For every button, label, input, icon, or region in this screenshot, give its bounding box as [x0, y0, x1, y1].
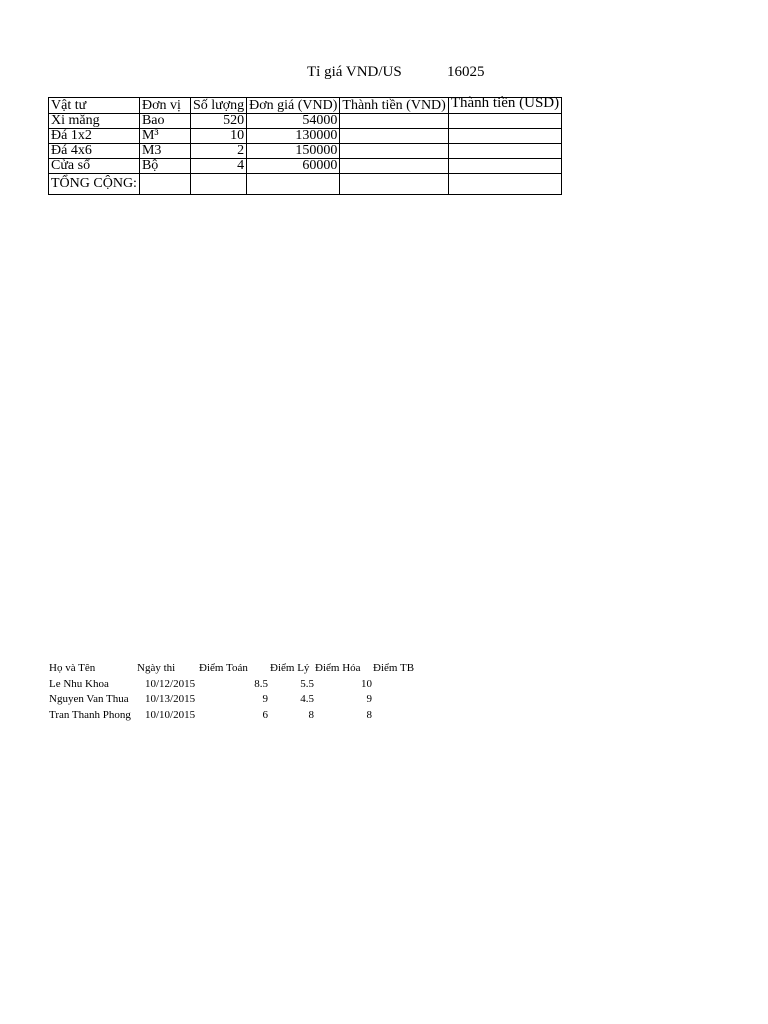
score-cell-math[interactable]: 6	[262, 709, 268, 721]
materials-header-row	[49, 98, 562, 114]
scores-header-date[interactable]: Ngày thi	[137, 662, 176, 674]
cell-amount-usd[interactable]	[448, 159, 561, 174]
cell-amount-usd[interactable]	[448, 114, 561, 129]
score-cell-date[interactable]: 10/13/2015	[145, 693, 196, 705]
header-cell-amount-usd-text: Thành tiền (USD)	[450, 95, 560, 111]
total-label-cell[interactable]	[49, 174, 140, 195]
header-cell-amount-vnd[interactable]: Thành tiền (VND)	[340, 98, 448, 114]
cell-qty[interactable]: 4	[190, 159, 246, 174]
cell-amount-vnd[interactable]	[340, 114, 448, 129]
cell-qty[interactable]: 2	[190, 144, 246, 159]
exchange-rate-value: 16025	[447, 64, 485, 80]
scores-header-avg[interactable]: Điểm TB	[373, 662, 415, 674]
score-cell-math[interactable]: 9	[262, 693, 268, 705]
total-cell-unit[interactable]	[139, 174, 190, 195]
table-row	[49, 144, 562, 159]
score-cell-name[interactable]: Nguyen Van Thua	[49, 693, 129, 705]
table-row	[49, 114, 562, 129]
total-cell-amount-usd[interactable]	[448, 174, 561, 195]
total-row	[49, 174, 562, 195]
header-cell-qty[interactable]: Số lượng	[190, 98, 246, 114]
exchange-rate-label: Tỉ giá VND/US	[307, 64, 402, 80]
cell-qty[interactable]: 10	[190, 129, 246, 144]
cell-price[interactable]: 150000	[247, 144, 340, 159]
score-cell-chem[interactable]: 9	[366, 693, 372, 705]
table-row	[49, 129, 562, 144]
score-cell-name[interactable]: Le Nhu Khoa	[49, 678, 109, 690]
cell-amount-usd[interactable]	[448, 144, 561, 159]
cell-unit[interactable]: M3	[139, 144, 190, 159]
score-cell-date[interactable]: 10/10/2015	[145, 709, 196, 721]
cell-unit[interactable]: M³	[139, 129, 190, 144]
score-cell-physics[interactable]: 8	[308, 709, 314, 721]
cell-amount-vnd[interactable]	[340, 129, 448, 144]
score-cell-chem[interactable]: 10	[361, 678, 372, 690]
header-cell-item[interactable]: Vật tư	[49, 98, 140, 114]
total-cell-amount-vnd[interactable]	[340, 174, 448, 195]
cell-price[interactable]: 54000	[247, 114, 340, 129]
cell-qty[interactable]: 520	[190, 114, 246, 129]
cell-unit[interactable]: Bao	[139, 114, 190, 129]
cell-amount-usd[interactable]	[448, 129, 561, 144]
cell-item[interactable]: Đá 4x6	[49, 144, 140, 159]
total-cell-qty[interactable]	[190, 174, 246, 195]
total-label: TỔNG CỘNG:	[51, 176, 137, 191]
score-cell-chem[interactable]: 8	[366, 709, 372, 721]
score-cell-name[interactable]: Tran Thanh Phong	[49, 709, 131, 721]
cell-price[interactable]: 60000	[247, 159, 340, 174]
cell-unit[interactable]: Bộ	[139, 159, 190, 174]
cell-amount-vnd[interactable]	[340, 144, 448, 159]
cell-price[interactable]: 130000	[247, 129, 340, 144]
cell-item[interactable]: Cửa sổ	[49, 159, 140, 174]
scores-header-chem[interactable]: Điểm Hóa	[315, 662, 361, 674]
header-cell-unit[interactable]: Đơn vị	[139, 98, 190, 114]
scores-header-math[interactable]: Điểm Toán	[199, 662, 248, 674]
scores-header-name[interactable]: Họ và Tên	[49, 662, 96, 674]
score-cell-math[interactable]: 8.5	[254, 678, 268, 690]
score-cell-physics[interactable]: 4.5	[300, 693, 314, 705]
score-cell-physics[interactable]: 5.5	[300, 678, 314, 690]
cell-item[interactable]: Xi măng	[49, 114, 140, 129]
score-cell-date[interactable]: 10/12/2015	[145, 678, 196, 690]
cell-item[interactable]: Đá 1x2	[49, 129, 140, 144]
cell-amount-vnd[interactable]	[340, 159, 448, 174]
header-cell-price[interactable]: Đơn giá (VND)	[247, 98, 340, 114]
table-row	[49, 159, 562, 174]
total-cell-price[interactable]	[247, 174, 340, 195]
scores-header-physics[interactable]: Điểm Lý	[270, 662, 310, 674]
header-cell-amount-usd[interactable]	[448, 95, 561, 114]
materials-table	[48, 97, 562, 195]
